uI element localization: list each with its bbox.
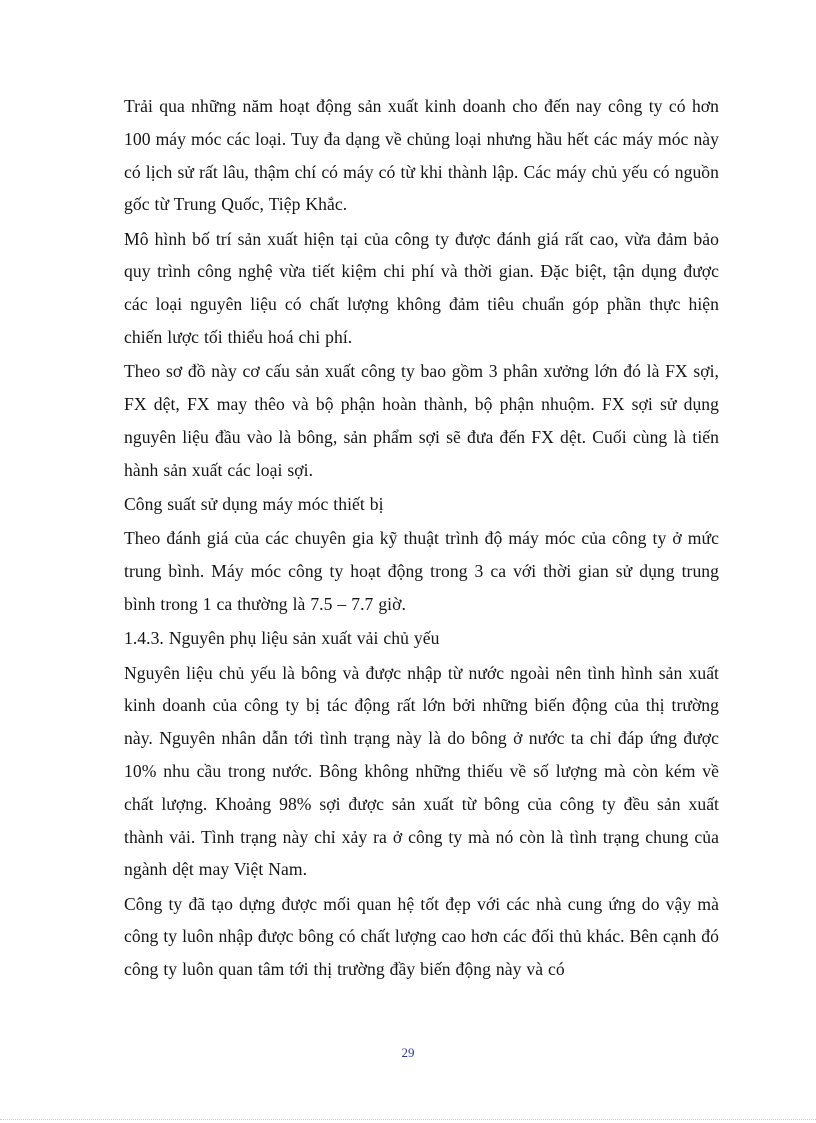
- paragraph-raw-materials: Nguyên liệu chủ yếu là bông và được nhập từ nước ngoài nên tình hình sản xuất kinh doanh của công ty bị tác động rất lớn bởi những biến động của thị trường này. Nguyên nhân dẫn tới tình trạng này là do bông ở nước ta chỉ đáp ứng được 10% nhu cầu trong nước. Bông không những thiếu về số lượng mà còn kém về chất lượng. Khoảng 98% sợi được sản xuất từ bông của công ty đều sản xuất thành vải. Tình trạng này chỉ xảy ra ở công ty mà nó còn là tình trạng chung của ngành dệt may Việt Nam.: [124, 662, 719, 880]
- page-number: 29: [401, 1045, 415, 1060]
- section-heading-raw-materials: 1.4.3. Nguyên phụ liệu sản xuất vải chủ yếu: [124, 628, 440, 649]
- paragraph-production-structure: Theo sơ đồ này cơ cấu sản xuất công ty bao gồm 3 phân xưởng lớn đó là FX sợi, FX dệt, FX may thêo và bộ phận hoàn thành, bộ phận nhuộm. FX sợi sử dụng nguyên liệu đầu vào là bông, sản phẩm sợi sẽ đưa đến FX dệt. Cuối cùng là tiến hành sản xuất các loại sợi.: [124, 361, 719, 480]
- paragraph-supplier-relations: Công ty đã tạo dựng được mối quan hệ tốt đẹp với các nhà cung ứng do vậy mà công ty luôn nhập được bông có chất lượng cao hơn các đối thủ khác. Bên cạnh đó công ty luôn quan tâm tới thị trường đầy biến động này và có: [124, 893, 719, 980]
- paragraph-machinery-history: Trải qua những năm hoạt động sản xuất kinh doanh cho đến nay công ty có hơn 100 máy móc các loại. Tuy đa dạng về chủng loại nhưng hầu hết các máy móc này có lịch sử rất lâu, thậm chí có máy có từ khi thành lập. Các máy chủ yếu có nguồn gốc từ Trung Quốc, Tiệp Khắc.: [124, 96, 719, 215]
- paragraph-equipment-usage: Theo đánh giá của các chuyên gia kỹ thuật trình độ máy móc của công ty ở mức trung bình. Máy móc công ty hoạt động trong 3 ca với thời gian sử dụng trung bình trong 1 ca thường là 7.5 – 7.7 giờ.: [124, 528, 719, 614]
- heading-equipment-capacity: Công suất sử dụng máy móc thiết bị: [124, 494, 384, 515]
- paragraph-production-layout: Mô hình bố trí sản xuất hiện tại của công ty được đánh giá rất cao, vừa đảm bảo quy trình công nghệ vừa tiết kiệm chi phí và thời gian. Đặc biệt, tận dụng được các loại nguyên liệu có chất lượng không đảm tiêu chuẩn góp phần thực hiện chiến lược tối thiểu hoá chi phí.: [124, 228, 719, 348]
- page-body: [124, 90, 719, 988]
- page-bottom-divider: [0, 1119, 816, 1120]
